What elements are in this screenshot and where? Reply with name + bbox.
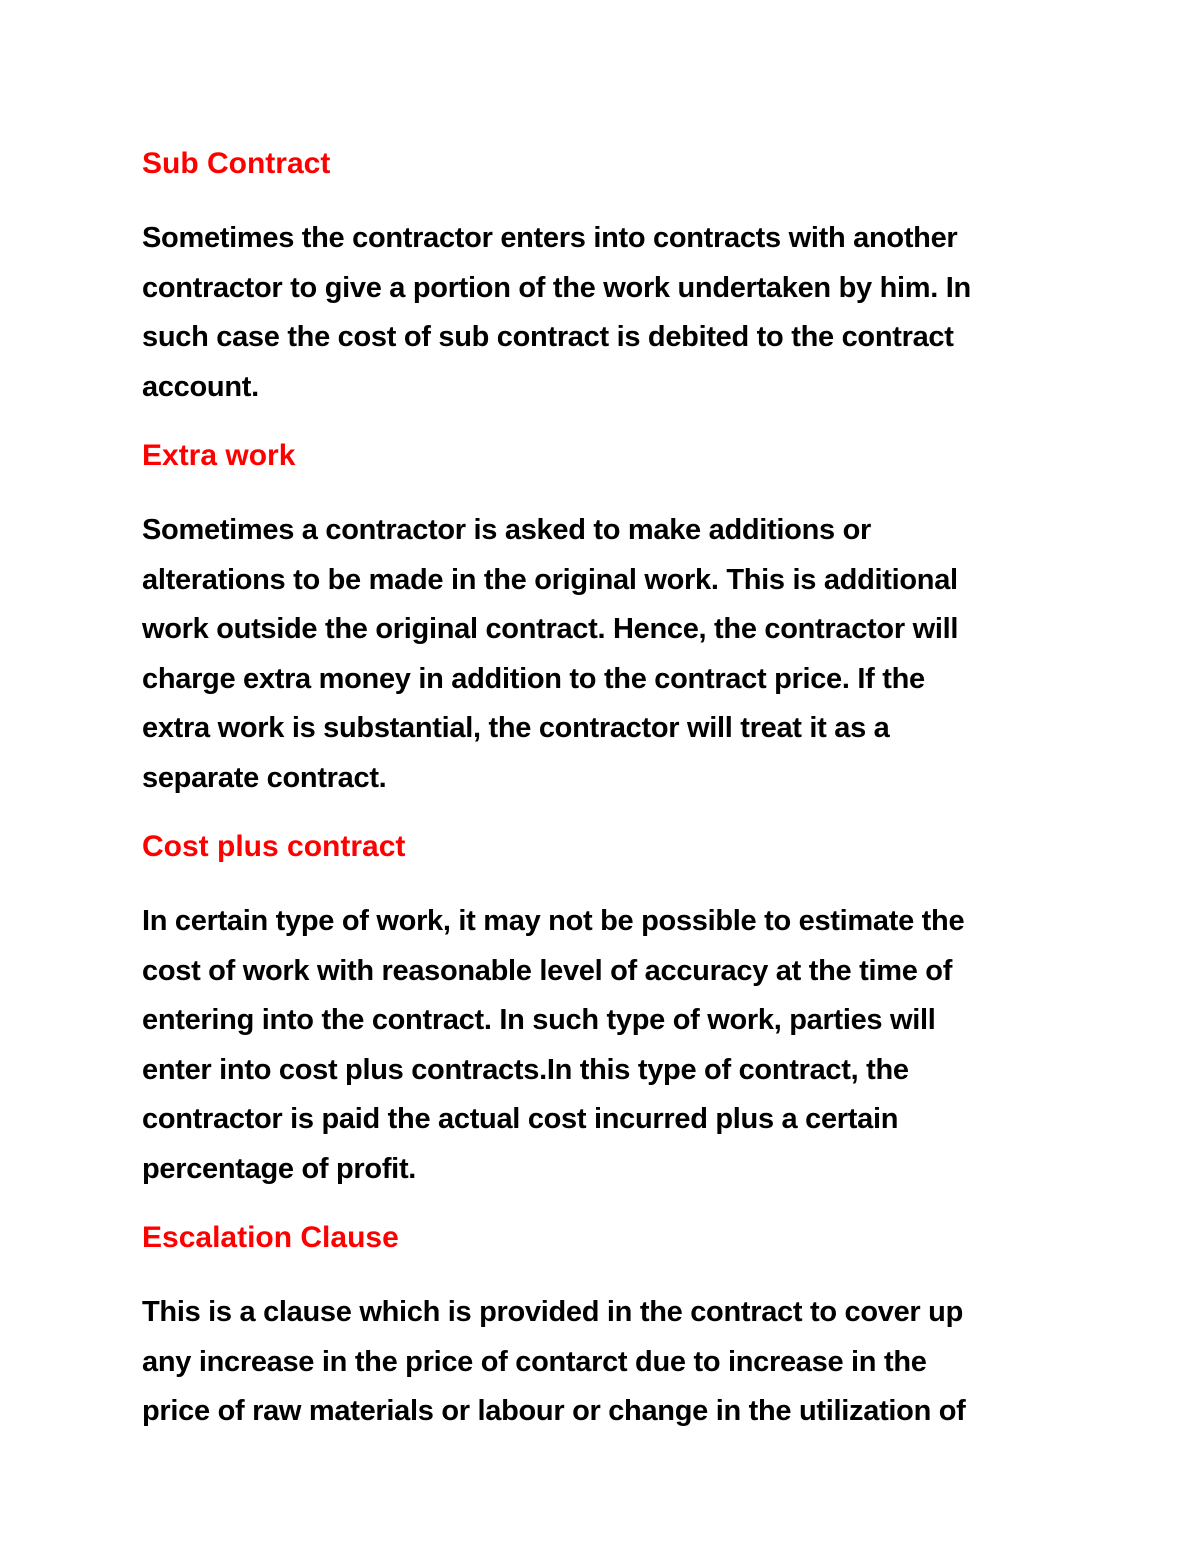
text-line: price of raw materials or labour or change in the utilization of [142, 1395, 966, 1427]
text-line: alterations to be made in the original work. This is additional [142, 563, 958, 596]
text-line: separate contract. [142, 761, 387, 794]
section-body [142, 506, 1062, 803]
text-line: percentage of profit. [142, 1152, 417, 1185]
text-line: account. [142, 370, 259, 403]
text-line: Sometimes a contractor is asked to make additions or [142, 514, 871, 546]
section-body [142, 1288, 1062, 1437]
section-heading: Extra work [142, 439, 296, 472]
document-content [142, 144, 1062, 1461]
section-heading: Sub Contract [142, 147, 331, 180]
text-line: charge extra money in addition to the contract price. If the [142, 662, 925, 695]
text-line: This is a clause which is provided in the contract to cover up [142, 1296, 963, 1328]
text-line: such case the cost of sub contract is debited to the contract [142, 321, 954, 353]
text-line: any increase in the price of contarct due to increase in the [142, 1345, 927, 1378]
text-line: contractor to give a portion of the work undertaken by him. In [142, 271, 971, 304]
section-cost-plus-contract [142, 827, 1062, 1194]
text-line: entering into the contract. In such type of work, parties will [142, 1004, 936, 1036]
section-heading: Escalation Clause [142, 1221, 399, 1254]
text-line: cost of work with reasonable level of accuracy at the time of [142, 954, 953, 987]
section-body [142, 214, 1062, 412]
text-line: enter into cost plus contracts.In this type of contract, the [142, 1053, 909, 1086]
section-heading: Cost plus contract [142, 830, 406, 863]
section-extra-work [142, 436, 1062, 803]
section-sub-contract [142, 144, 1062, 412]
text-line: work outside the original contract. Hence, the contractor will [142, 613, 959, 645]
section-body [142, 897, 1062, 1194]
text-line: In certain type of work, it may not be possible to estimate the [142, 905, 965, 937]
text-line: contractor is paid the actual cost incurred plus a certain [142, 1103, 899, 1135]
text-line: Sometimes the contractor enters into contracts with another [142, 222, 958, 254]
text-line: extra work is substantial, the contractor will treat it as a [142, 712, 890, 744]
section-escalation-clause [142, 1218, 1062, 1437]
